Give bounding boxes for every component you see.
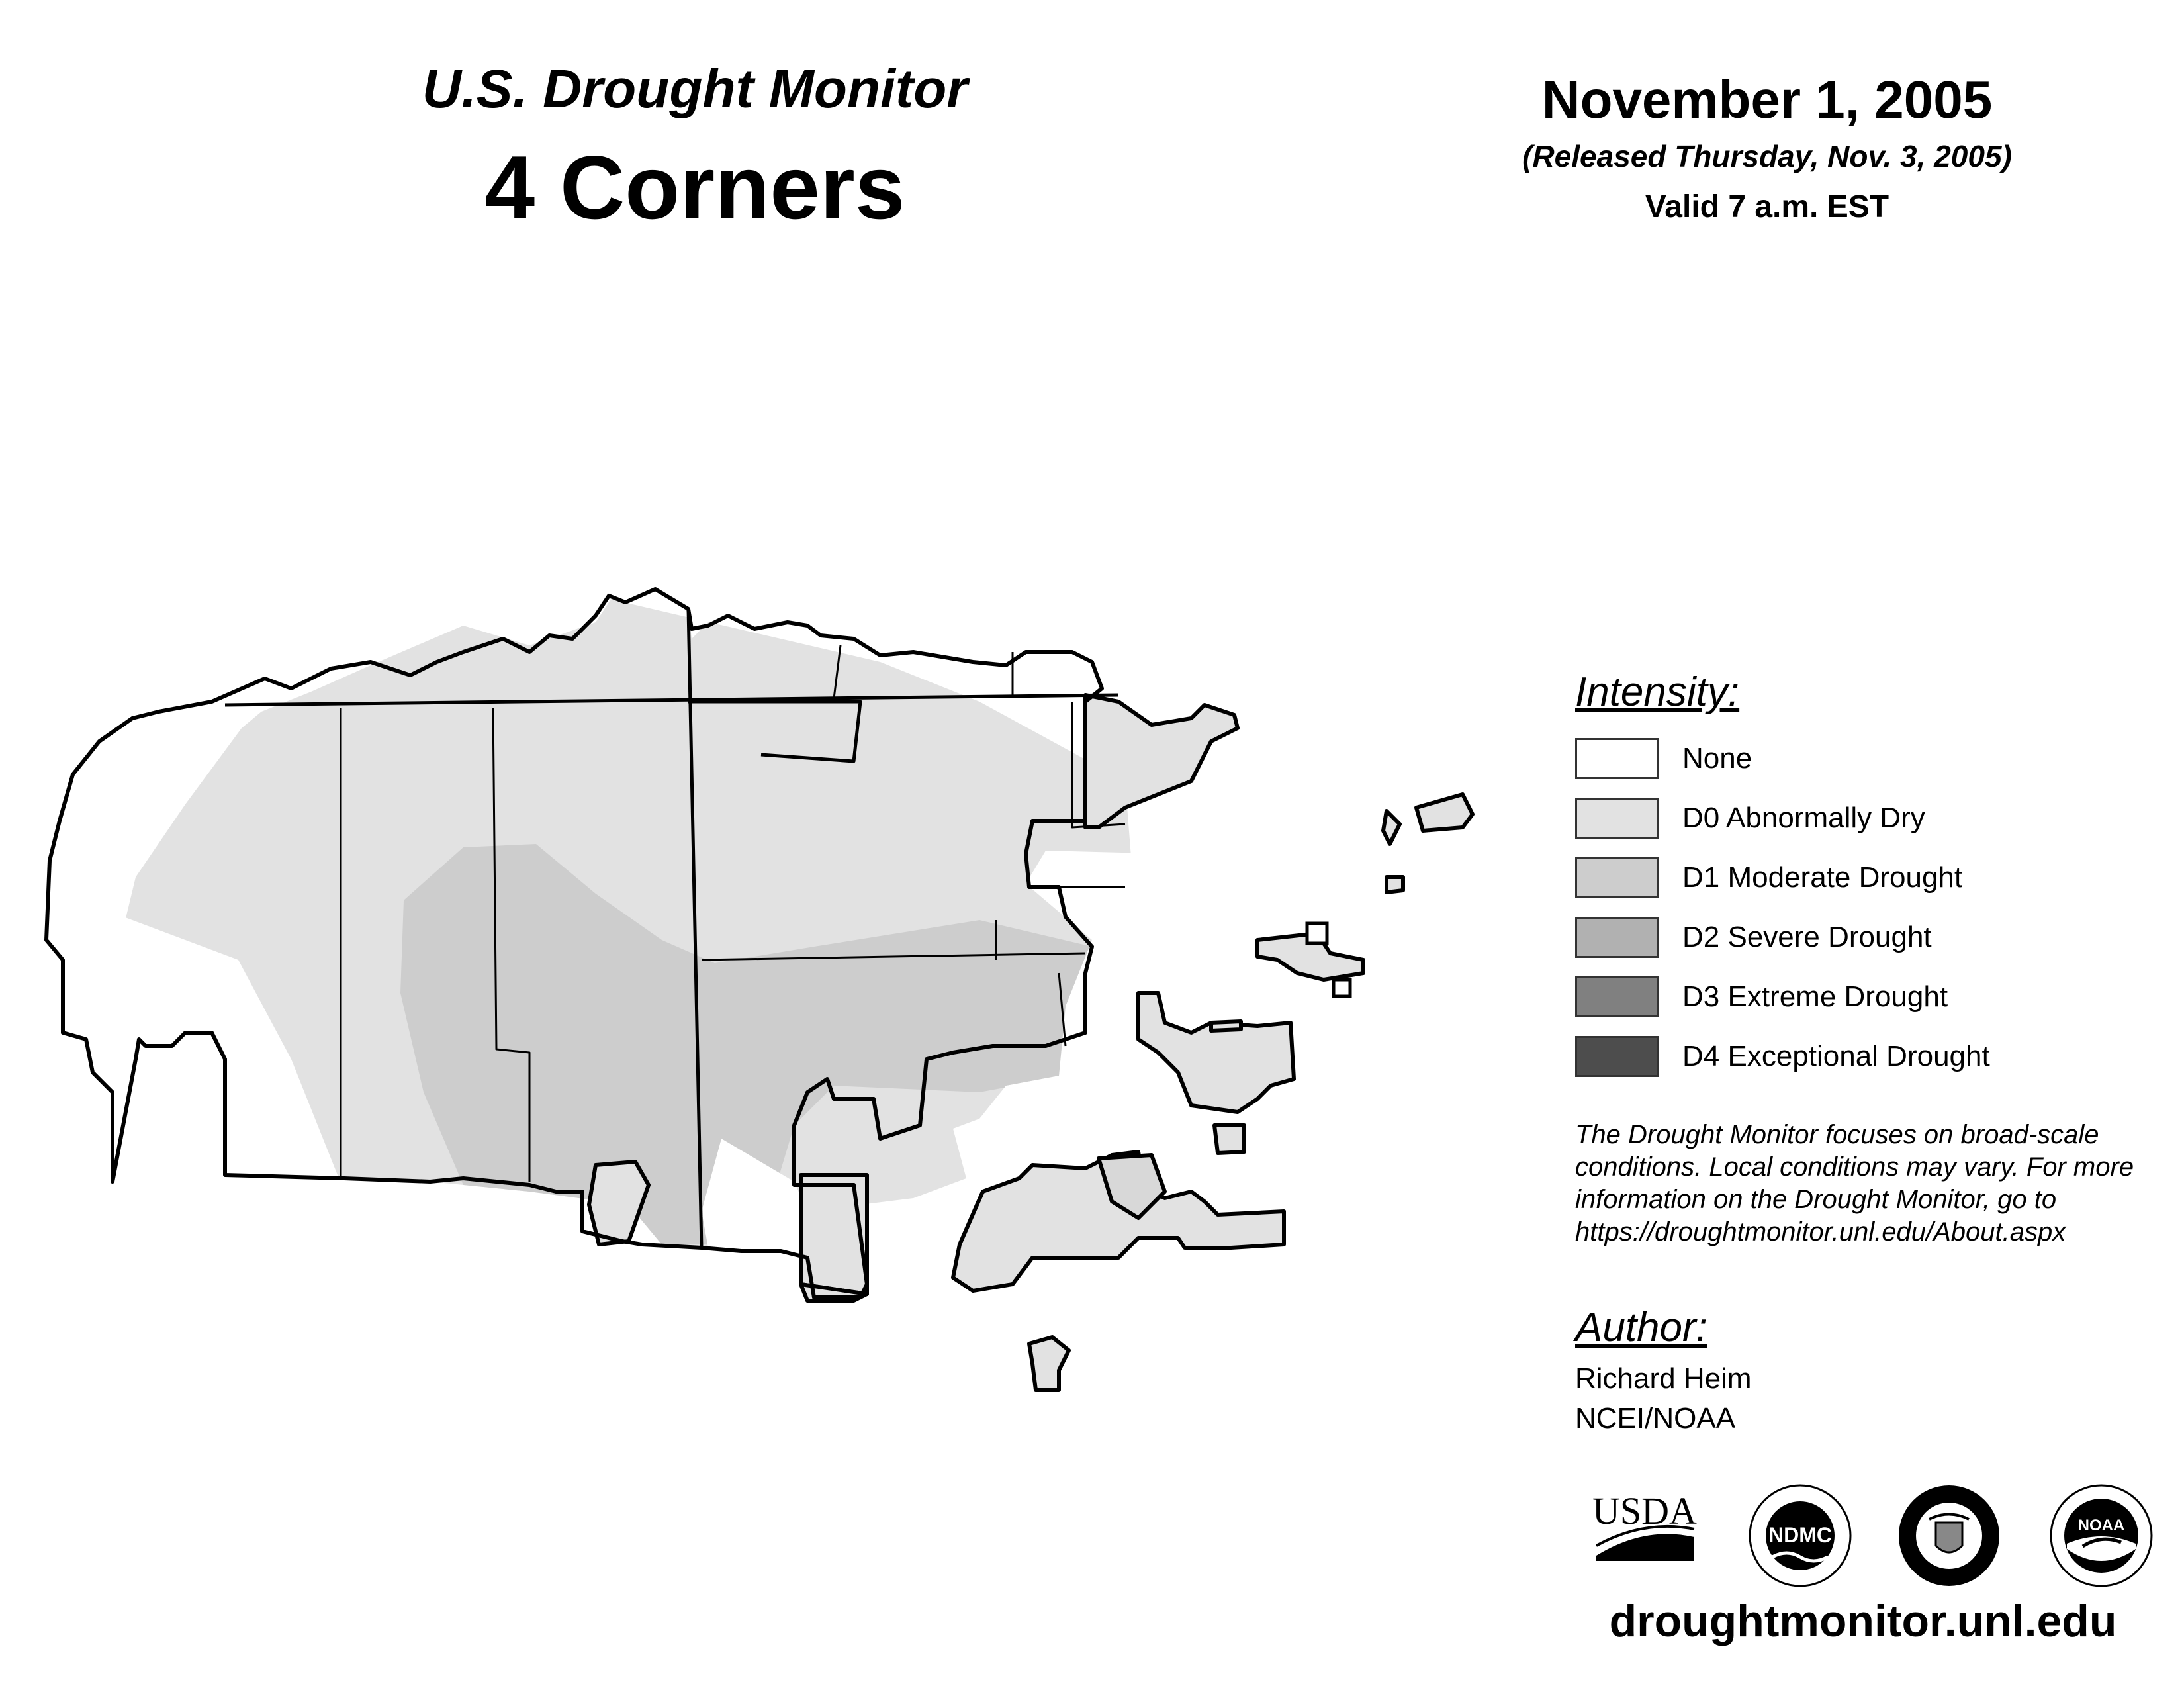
northeast-area: [1085, 695, 1238, 827]
legend-label: D4 Exceptional Drought: [1682, 1040, 1990, 1072]
legend-swatch: [1575, 738, 1659, 779]
southwest-block: [589, 1162, 649, 1244]
east-island-d: [1387, 877, 1403, 892]
island-square-2: [1334, 980, 1350, 996]
legend-item-d4: [1575, 1035, 1990, 1078]
legend-item-d0: [1575, 796, 1925, 840]
legend-item-d3: [1575, 975, 1948, 1019]
legend-swatch: [1575, 1036, 1659, 1077]
center-east-area: [1138, 993, 1294, 1112]
author-title: Author:: [1575, 1305, 1707, 1350]
map-title: U.S. Drought Monitor: [422, 59, 968, 119]
east-island-b: [1416, 794, 1473, 831]
legend-label: D1 Moderate Drought: [1682, 861, 1963, 894]
legend-swatch: [1575, 857, 1659, 898]
info-note: The Drought Monitor focuses on broad-scale conditions. Local conditions may vary. For more information on the Drought Monitor, go to https://droughtmonitor.unl.edu/About.aspx: [1575, 1120, 2134, 1246]
legend-label: D3 Extreme Drought: [1682, 980, 1948, 1013]
legend-label: None: [1682, 742, 1752, 774]
svg-text:NDMC: NDMC: [1768, 1523, 1832, 1547]
legend-label: D0 Abnormally Dry: [1682, 802, 1925, 834]
south-island: [1029, 1337, 1069, 1390]
author-name: Richard Heim: [1575, 1362, 1752, 1395]
region-title: 4 Corners: [484, 137, 905, 238]
author-org: NCEI/NOAA: [1575, 1402, 1736, 1434]
noaa-logo: [2048, 1483, 2154, 1589]
valid-date: November 1, 2005: [1541, 70, 1993, 129]
island-north-small: [1211, 1021, 1241, 1031]
legend-item-d2: [1575, 915, 1932, 959]
island-square-1: [1307, 923, 1327, 943]
valid-time: Valid 7 a.m. EST: [1645, 189, 1889, 224]
legend-swatch: [1575, 917, 1659, 958]
svg-text:NOAA: NOAA: [2077, 1517, 2125, 1534]
legend-item-d1: [1575, 856, 1962, 900]
usda-logo: [1588, 1483, 1701, 1569]
ndmc-logo: [1747, 1483, 1853, 1589]
legend-label: D2 Severe Drought: [1682, 921, 1932, 953]
island-bell: [1214, 1125, 1244, 1153]
legend-swatch: [1575, 976, 1659, 1017]
legend-title: Intensity:: [1575, 669, 1740, 715]
legend-swatch: [1575, 798, 1659, 839]
svg-text:USDA: USDA: [1592, 1489, 1697, 1532]
release-date: (Released Thursday, Nov. 3, 2005): [1522, 139, 2012, 173]
legend-item-none: [1575, 737, 1752, 780]
website-url[interactable]: droughtmonitor.unl.edu: [1609, 1596, 2117, 1646]
commerce-seal-logo: [1896, 1483, 2002, 1589]
date-block: [1489, 70, 2045, 225]
east-island-c: [1383, 811, 1400, 844]
